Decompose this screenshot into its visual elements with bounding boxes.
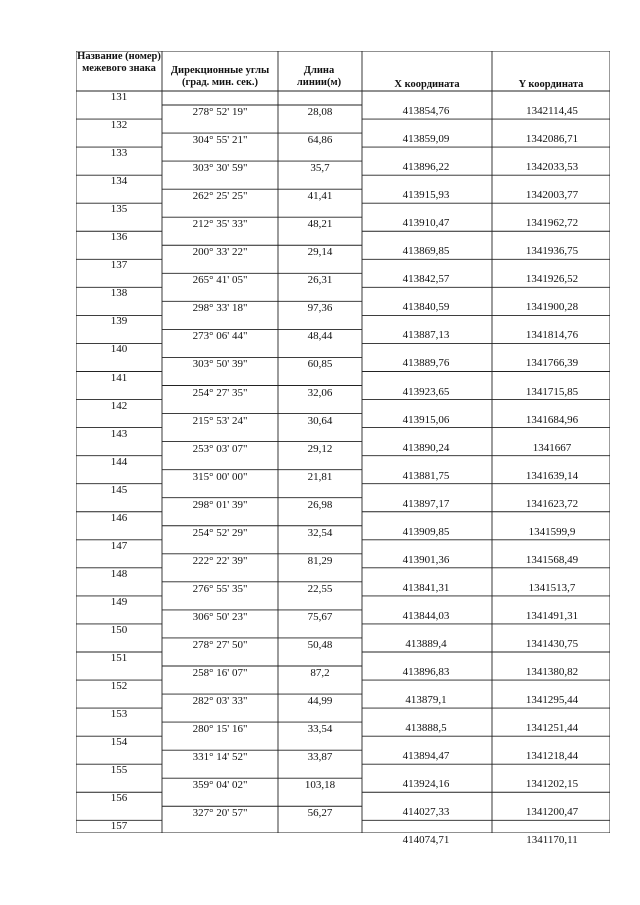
point-name: 141: [110, 371, 128, 384]
point-name: 154: [110, 736, 128, 749]
x-coordinate: 413915,93: [402, 189, 450, 202]
direction-angle: 315° 00' 00": [192, 470, 248, 483]
direction-angle: 254° 27' 35": [192, 386, 248, 399]
point-name: 153: [110, 708, 128, 721]
y-coordinate: 1341639,14: [525, 469, 579, 482]
x-coordinate: 414027,33: [402, 806, 450, 819]
x-coordinate: 413859,09: [402, 133, 450, 146]
y-coordinate: 1342086,71: [525, 133, 579, 146]
line-length: 29,14: [307, 246, 333, 259]
x-coordinate: 414074,71: [402, 834, 450, 847]
direction-angle: 304° 55' 21": [192, 134, 248, 147]
y-coordinate: 1341766,39: [525, 357, 579, 370]
point-name: 156: [110, 792, 128, 805]
x-coordinate: 413909,85: [402, 525, 450, 538]
y-coordinate: 1341295,44: [525, 694, 579, 707]
direction-angle: 282° 03' 33": [192, 695, 248, 708]
point-name: 147: [110, 539, 128, 552]
direction-angle: 212° 35' 33": [192, 218, 248, 231]
point-name: 132: [110, 119, 128, 132]
y-coordinate: 1341814,76: [525, 329, 579, 342]
direction-angle: 253° 03' 07": [192, 442, 248, 455]
header-direction-angle: Дирекционные углы (град. мин. сек.): [170, 65, 270, 88]
y-coordinate: 1341926,52: [525, 273, 579, 286]
x-coordinate: 413879,1: [405, 694, 447, 707]
direction-angle: 273° 06' 44": [192, 330, 248, 343]
direction-angle: 298° 33' 18": [192, 302, 248, 315]
y-coordinate: 1341715,85: [525, 385, 579, 398]
y-coordinate: 1341430,75: [525, 637, 579, 650]
y-coordinate: 1341513,7: [528, 581, 576, 594]
direction-angle: 258° 16' 07": [192, 667, 248, 679]
y-coordinate: 1341202,15: [525, 778, 579, 791]
line-length: 41,41: [307, 190, 333, 203]
point-name: 137: [110, 259, 128, 272]
x-coordinate: 413896,83: [402, 666, 450, 678]
x-coordinate: 413894,47: [402, 750, 450, 763]
point-name: 142: [110, 399, 128, 412]
point-name: 136: [110, 231, 128, 244]
line-length: 26,31: [307, 274, 333, 287]
x-coordinate: 413869,85: [402, 245, 450, 258]
point-name: 148: [110, 567, 128, 580]
y-coordinate: 1342033,53: [525, 161, 579, 174]
y-coordinate: 1341491,31: [525, 609, 579, 622]
line-length: 35,7: [310, 162, 330, 175]
y-coordinate: 1341218,44: [525, 750, 579, 763]
line-length: 64,86: [307, 134, 333, 147]
point-name: 151: [110, 652, 128, 664]
x-coordinate: 413910,47: [402, 217, 450, 230]
header-y-coordinate: Y координата: [518, 79, 584, 90]
point-name: 152: [110, 680, 128, 693]
line-length: 103,18: [304, 779, 336, 792]
y-coordinate: 1341251,44: [525, 722, 579, 735]
x-coordinate: 413842,57: [402, 273, 450, 286]
line-length: 60,85: [307, 358, 333, 371]
point-name: 135: [110, 203, 128, 216]
x-coordinate: 413897,17: [402, 497, 450, 510]
line-length: 21,81: [307, 470, 333, 483]
point-name: 138: [110, 287, 128, 300]
header-x-coordinate: X координата: [394, 79, 460, 90]
x-coordinate: 413889,4: [405, 637, 447, 650]
line-length: 32,54: [307, 526, 333, 539]
direction-angle: 303° 50' 39": [192, 358, 248, 371]
x-coordinate: 413915,06: [402, 413, 450, 426]
header-line-length: Длина линии(м): [296, 65, 342, 88]
y-coordinate: 1341170,11: [526, 834, 578, 847]
x-coordinate: 413881,75: [402, 469, 450, 482]
direction-angle: 331° 14' 52": [192, 751, 248, 764]
line-length: 33,87: [307, 751, 333, 764]
direction-angle: 215° 53' 24": [192, 414, 248, 427]
point-name: 133: [110, 147, 128, 160]
x-coordinate: 413887,13: [402, 329, 450, 342]
line-length: 22,55: [307, 582, 333, 595]
line-length: 44,99: [307, 695, 333, 708]
y-coordinate: 1342003,77: [525, 189, 579, 202]
y-coordinate: 1341380,82: [525, 666, 579, 678]
y-coordinate: 1341599,9: [528, 525, 576, 538]
x-coordinate: 413924,16: [402, 778, 450, 791]
direction-angle: 280° 15' 16": [192, 723, 248, 736]
point-name: 144: [110, 455, 128, 468]
x-coordinate: 413888,5: [405, 722, 447, 735]
y-coordinate: 1341684,96: [525, 413, 579, 426]
direction-angle: 200° 33' 22": [192, 246, 248, 259]
direction-angle: 303° 30' 59": [192, 162, 248, 175]
direction-angle: 262° 25' 25": [192, 190, 248, 203]
x-coordinate: 413844,03: [402, 609, 450, 622]
header-point-name: Название (номер) межевого знака: [77, 51, 161, 74]
x-coordinate: 413923,65: [402, 385, 450, 398]
line-length: 30,64: [307, 414, 333, 427]
x-coordinate: 413854,76: [402, 105, 450, 117]
direction-angle: 327° 20' 57": [192, 807, 248, 820]
x-coordinate: 413890,24: [402, 441, 450, 454]
line-length: 28,08: [307, 106, 333, 118]
y-coordinate: 1341623,72: [525, 497, 579, 510]
point-name: 143: [110, 427, 128, 440]
point-name: 157: [110, 820, 128, 833]
line-length: 26,98: [307, 498, 333, 511]
y-coordinate: 1341667: [532, 441, 572, 454]
y-coordinate: 1341962,72: [525, 217, 579, 230]
point-name: 149: [110, 595, 128, 608]
point-name: 131: [110, 91, 128, 103]
line-length: 97,36: [307, 302, 333, 315]
line-length: 33,54: [307, 723, 333, 736]
x-coordinate: 413896,22: [402, 161, 450, 174]
line-length: 81,29: [307, 554, 333, 567]
x-coordinate: 413889,76: [402, 357, 450, 370]
line-length: 48,21: [307, 218, 333, 231]
coordinates-table: [76, 51, 610, 847]
point-name: 139: [110, 315, 128, 328]
point-name: 140: [110, 343, 128, 356]
line-length: 48,44: [307, 330, 333, 343]
x-coordinate: 413840,59: [402, 301, 450, 314]
line-length: 50,48: [307, 638, 333, 651]
x-coordinate: 413841,31: [402, 581, 450, 594]
direction-angle: 298° 01' 39": [192, 498, 248, 511]
point-name: 155: [110, 764, 128, 777]
y-coordinate: 1341900,28: [525, 301, 579, 314]
point-name: 150: [110, 623, 128, 636]
direction-angle: 276° 55' 35": [192, 582, 248, 595]
y-coordinate: 1341936,75: [525, 245, 579, 258]
direction-angle: 222° 22' 39": [192, 554, 248, 567]
line-length: 29,12: [307, 442, 333, 455]
x-coordinate: 413901,36: [402, 553, 450, 566]
direction-angle: 278° 27' 50": [192, 638, 248, 651]
direction-angle: 254° 52' 29": [192, 526, 248, 539]
line-length: 87,2: [310, 667, 330, 679]
point-name: 145: [110, 483, 128, 496]
direction-angle: 265° 41' 05": [192, 274, 248, 287]
line-length: 32,06: [307, 386, 333, 399]
point-name: 146: [110, 511, 128, 524]
direction-angle: 359° 04' 02": [192, 779, 248, 792]
direction-angle: 278° 52' 19": [192, 106, 248, 118]
direction-angle: 306° 50' 23": [192, 610, 248, 623]
line-length: 56,27: [307, 807, 333, 820]
point-name: 134: [110, 175, 128, 188]
line-length: 75,67: [307, 610, 333, 623]
y-coordinate: 1341200,47: [525, 806, 579, 819]
y-coordinate: 1341568,49: [525, 553, 579, 566]
y-coordinate: 1342114,45: [526, 105, 578, 117]
